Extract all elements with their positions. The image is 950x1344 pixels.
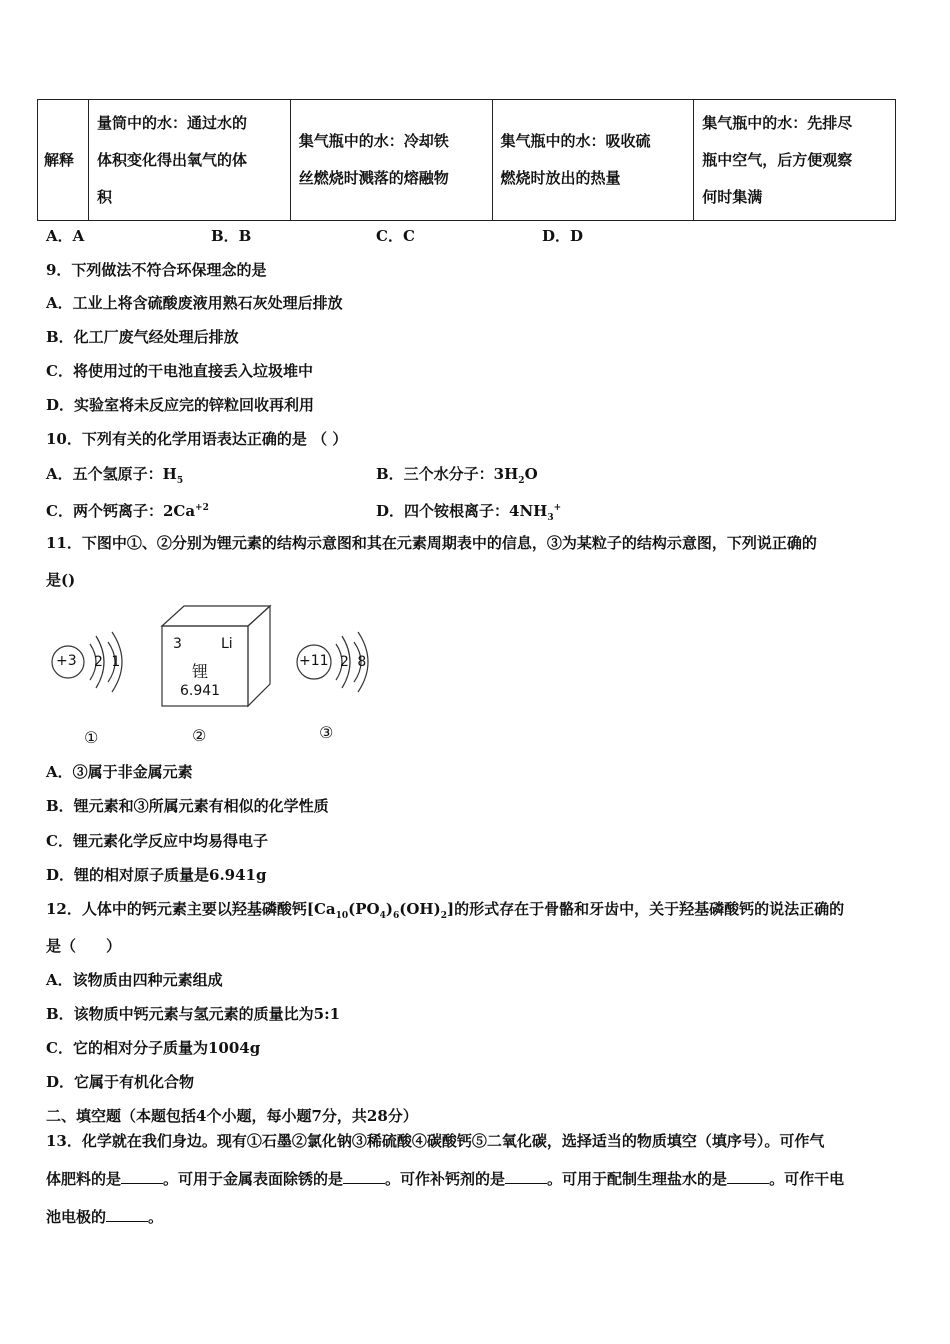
cell-line: 集气瓶中的水：冷却铁 <box>298 132 449 150</box>
cell-line: 燃烧时放出的热量 <box>500 169 621 187</box>
subscript: 6 <box>393 911 400 921</box>
option-text: O <box>524 465 538 483</box>
row-label: 解释 <box>38 100 89 221</box>
cell-element-name: 锂 <box>192 662 209 681</box>
q12-stem-line1 <box>46 899 844 926</box>
cell-line: 何时集满 <box>702 187 763 206</box>
stem-text: (PO <box>348 900 380 918</box>
cell-line: 集气瓶中的水：吸收硫 <box>500 132 651 150</box>
q11-option-d[interactable]: D．锂的相对原子质量是6.941g <box>46 866 267 884</box>
q9-stem: 9．下列做法不符合环保理念的是 <box>46 261 267 279</box>
subscript: 4 <box>379 911 386 921</box>
answer-blank-5[interactable] <box>106 1207 148 1222</box>
q12-stem-line2: 是（ ） <box>46 937 122 955</box>
q8-option-b[interactable]: B．B <box>211 227 252 245</box>
cell-symbol: Li <box>221 636 233 652</box>
stem-text: ]的形式存在于骨骼和牙齿中，关于羟基磷酸钙的说法正确的 <box>446 900 845 918</box>
superscript: + <box>553 503 562 513</box>
cell-line: 积 <box>97 187 113 206</box>
answer-blank-1[interactable] <box>121 1169 163 1184</box>
atom3-nucleus: +11 <box>299 653 329 669</box>
q10-option-b[interactable] <box>376 464 538 491</box>
q9-option-c[interactable]: C．将使用过的干电池直接丢入垃圾堆中 <box>46 362 313 380</box>
subscript: 3 <box>547 513 554 523</box>
cell-line: 量筒中的水：通过水的 <box>97 113 248 132</box>
q9-option-b[interactable]: B．化工厂废气经处理后排放 <box>46 328 239 346</box>
q11-stem-line1: 11．下图中①、②分别为锂元素的结构示意图和其在元素周期表中的信息，③为某粒子的结构示意图，下列说正确的 <box>46 534 817 552</box>
q13-line3 <box>46 1207 163 1227</box>
figure-label-2: ② <box>192 726 207 745</box>
subscript: 5 <box>176 476 184 486</box>
option-text: D．四个铵根离子：4NH <box>376 502 548 520</box>
q13-text: 。可用于配制生理盐水的是 <box>547 1170 728 1188</box>
cell-line: 集气瓶中的水：先排尽 <box>702 113 853 132</box>
q13-text: 池电极的 <box>46 1208 107 1226</box>
q11-stem-line2: 是() <box>46 571 76 589</box>
answer-blank-4[interactable] <box>727 1169 769 1184</box>
q13-line1: 13．化学就在我们身边。现有①石墨②氯化钠③稀硫酸④碳酸钙⑤二氧化碳，选择适当的物质填空（填序号）。可作气 <box>46 1132 825 1150</box>
answer-blank-3[interactable] <box>505 1169 547 1184</box>
q11-option-b[interactable]: B．锂元素和③所属元素有相似的化学性质 <box>46 797 329 815</box>
q10-stem: 10．下列有关的化学用语表达正确的是 （ ） <box>46 430 348 448</box>
q12-option-a[interactable]: A．该物质由四种元素组成 <box>46 971 223 989</box>
table-cell <box>290 100 492 221</box>
q9-option-d[interactable]: D．实验室将未反应完的锌粒回收再利用 <box>46 396 315 414</box>
atom1-shells: 2 1 <box>94 654 123 670</box>
stem-text: 12．人体中的钙元素主要以羟基磷酸钙[Ca <box>46 900 336 918</box>
cell-line: 体积变化得出氧气的体 <box>97 150 248 169</box>
q10-option-c[interactable] <box>46 498 209 521</box>
table-cell <box>694 100 896 221</box>
answer-blank-2[interactable] <box>343 1169 385 1184</box>
figure-label-3: ③ <box>319 723 334 742</box>
structure-figure <box>46 600 376 750</box>
q12-option-d[interactable]: D．它属于有机化合物 <box>46 1073 195 1091</box>
option-text: C．两个钙离子：2Ca <box>46 502 196 520</box>
table-cell <box>89 100 291 221</box>
cell-atomic-number: 3 <box>173 636 182 652</box>
q11-option-a[interactable]: A．③属于非金属元素 <box>46 763 193 781</box>
q13-text: 。可作干电 <box>769 1170 845 1188</box>
q9-option-a[interactable]: A．工业上将含硫酸废液用熟石灰处理后排放 <box>46 294 343 312</box>
cell-line: 瓶中空气，后方便观察 <box>702 150 853 169</box>
q8-option-a[interactable]: A．A <box>46 227 85 245</box>
table-cell <box>492 100 694 221</box>
q13-text: 。可用于金属表面除锈的是 <box>163 1170 344 1188</box>
option-text: B．三个水分子：3H <box>376 465 519 483</box>
q8-option-d[interactable]: D．D <box>542 227 584 245</box>
cell-line: 丝燃烧时溅落的熔融物 <box>298 169 449 187</box>
q8-option-c[interactable]: C．C <box>376 227 415 245</box>
q10-option-d[interactable] <box>376 498 561 528</box>
subscript: 2 <box>518 476 525 486</box>
section-heading: 二、填空题（本题包括4个小题，每小题7分，共28分） <box>46 1107 418 1125</box>
figure-label-1: ① <box>84 728 99 747</box>
q12-option-b[interactable]: B．该物质中钙元素与氢元素的质量比为5:1 <box>46 1005 341 1023</box>
subscript: 10 <box>335 911 349 921</box>
q11-option-c[interactable]: C．锂元素化学反应中均易得电子 <box>46 832 268 850</box>
atom3-shells: 2 8 <box>340 654 369 670</box>
superscript: +2 <box>195 503 209 513</box>
option-text: A．五个氢原子：H <box>46 465 177 483</box>
q13-line2 <box>46 1169 844 1189</box>
subscript: 2 <box>440 911 447 921</box>
q12-option-c[interactable]: C．它的相对分子质量为1004g <box>46 1039 261 1057</box>
q13-text: 。可作补钙剂的是 <box>385 1170 506 1188</box>
q13-text: 。 <box>148 1208 164 1226</box>
explanation-table <box>37 99 896 221</box>
q10-option-a[interactable] <box>46 464 183 491</box>
cell-atomic-mass: 6.941 <box>180 683 221 699</box>
atom1-nucleus: +3 <box>56 653 77 669</box>
stem-text: (OH) <box>399 900 441 918</box>
q13-text: 体肥料的是 <box>46 1170 122 1188</box>
stem-text: ) <box>385 900 393 918</box>
